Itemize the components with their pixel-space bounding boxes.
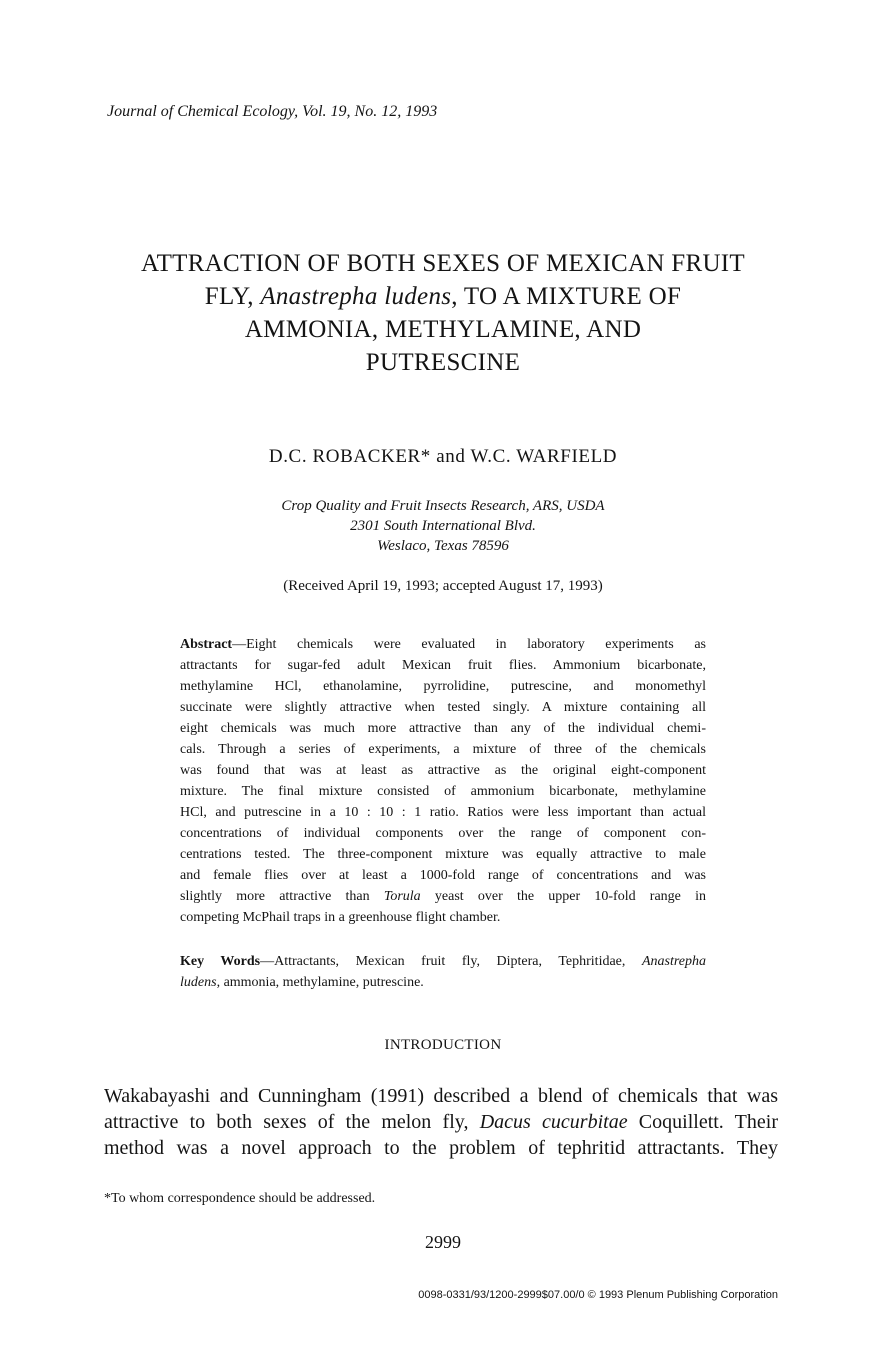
abstract [180,634,706,928]
abstract-line: attractants for sugar-fed adult Mexican fruit flies. Ammonium bicarbonate, [180,658,706,673]
key-words [180,951,706,993]
keywords-line-1-text: —Attractants, Mexican fruit fly, Diptera, Tephritidae, [260,954,642,969]
title-line-1: ATTRACTION OF BOTH SEXES OF MEXICAN FRUIT [141,250,745,277]
keywords-line-1 [180,951,706,972]
abstract-line: mixture. The final mixture consisted of ammonium bicarbonate, methylamine [180,784,706,799]
abstract-line: concentrations of individual components over the range of component con- [180,826,706,841]
title-line-2-suffix: , TO A MIXTURE OF [451,283,682,310]
abstract-line: and female flies over at least a 1000-fold range of concentrations and was [180,868,706,883]
intro-line-1: Wakabayashi and Cunningham (1991) described a blend of chemicals that was [104,1085,778,1107]
title-line-4: PUTRESCINE [365,349,521,376]
affiliation-line-3: Weslaco, Texas 78596 [377,538,509,554]
abstract-line: HCl, and putrescine in a 10 : 10 : 1 ratio. Ratios were less important than actual [180,805,706,820]
page-number: 2999 [425,1232,461,1252]
keywords-genus: Anastrepha [641,954,707,969]
abstract-line-14: competing McPhail traps in a greenhouse flight chamber. [180,910,501,925]
intro-line-2-prefix: attractive to both sexes of the melon fly, [104,1111,480,1133]
keywords-species: ludens [180,975,217,990]
journal-citation: Journal of Chemical Ecology, Vol. 19, No. 12, 1993 [107,103,438,120]
footnote: *To whom correspondence should be addressed. [104,1191,376,1206]
abstract-line-13-suffix: yeast over the upper 10-fold range in [420,889,706,904]
abstract-line: centrations tested. The three-component mixture was equally attractive to male [180,847,706,862]
abstract-line: cals. Through a series of experiments, a mixture of three of the chemicals [180,742,706,757]
affiliation-line-2: 2301 South International Blvd. [350,518,536,534]
title-line-2 [100,280,786,313]
affiliation-line-1: Crop Quality and Fruit Insects Research, ARS, USDA [281,498,605,514]
abstract-line-1 [180,634,706,655]
abstract-line-1-text: —Eight chemicals were evaluated in laboratory experiments as [232,637,706,652]
intro-line-2 [104,1109,778,1135]
intro-line-3: method was a novel approach to the problem of tephritid attractants. They [104,1137,778,1159]
article-title [100,247,786,379]
authors: D.C. ROBACKER* and W.C. WARFIELD [268,446,618,467]
title-species-name: Anastrepha ludens [260,283,452,310]
abstract-line: eight chemicals was much more attractive than any of the individual chemi- [180,721,706,736]
abstract-label: Abstract [180,637,233,652]
keywords-label: Key Words [180,954,261,969]
keywords-line-2-text: , ammonia, methylamine, putrescine. [216,975,424,990]
intro-line-2-suffix: Coquillett. Their [627,1111,778,1133]
abstract-line-13-prefix: slightly more attractive than [180,889,384,904]
received-dates: (Received April 19, 1993; accepted August 17, 1993) [283,578,603,594]
introduction-body [104,1083,778,1161]
introduction-heading: INTRODUCTION [384,1037,502,1053]
intro-species-name: Dacus cucurbitae [479,1111,628,1133]
abstract-torula: Torula [383,889,421,904]
affiliation [0,496,886,556]
abstract-line-13 [180,886,706,907]
abstract-line: succinate were slightly attractive when tested singly. A mixture containing all [180,700,706,715]
title-line-3: AMMONIA, METHYLAMINE, AND [244,316,642,343]
abstract-line: methylamine HCl, ethanolamine, pyrrolidine, putrescine, and monomethyl [180,679,706,694]
abstract-line: was found that was at least as attractive as the original eight-component [180,763,706,778]
keywords-line-2 [180,972,706,993]
title-line-2-prefix: FLY, [204,283,261,310]
copyright-line: 0098-0331/93/1200-2999$07.00/0 © 1993 Plenum Publishing Corporation [418,1289,778,1301]
